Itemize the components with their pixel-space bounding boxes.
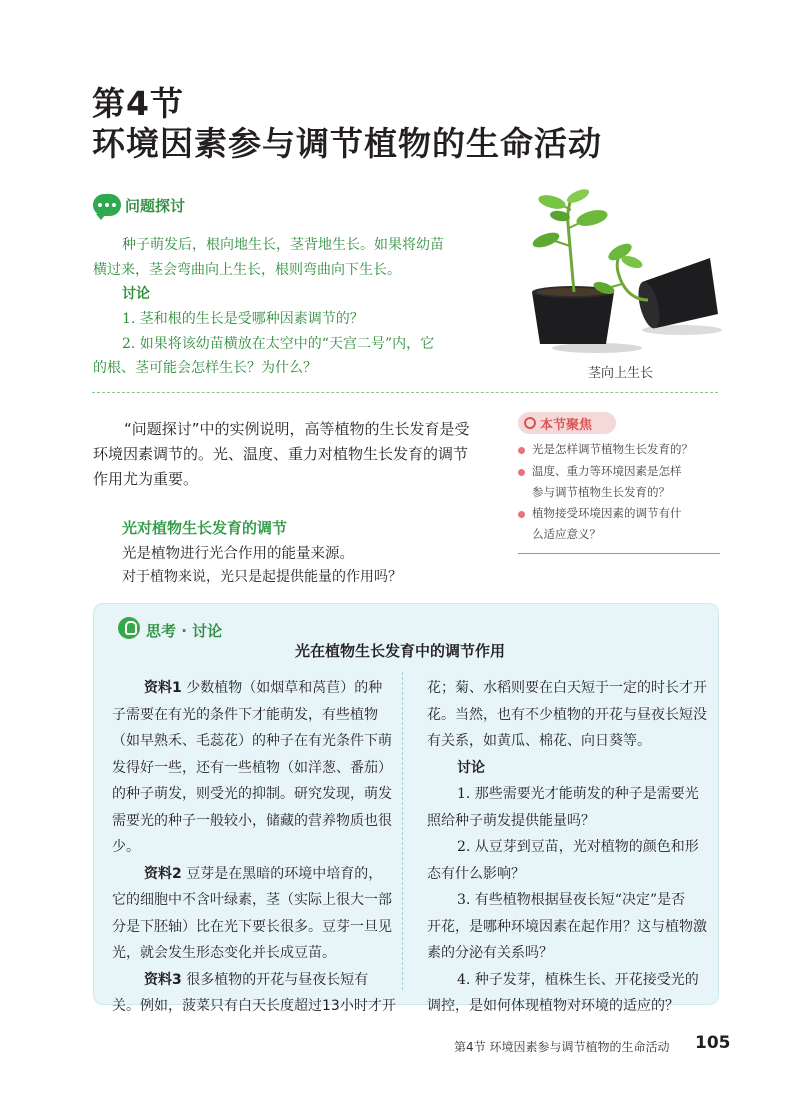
- think-title: 光在植物生长发育中的调节作用: [294, 642, 505, 660]
- discussion-question-cont: 态有什么影响？: [427, 865, 525, 882]
- problem-discussion-label: 讨论: [122, 286, 150, 302]
- discussion-question: 3. 有些植物根据昼夜长短“决定”是否: [457, 892, 686, 908]
- material-line: 花。当然，也有不少植物的开花与昼夜长短没: [427, 706, 707, 723]
- discussion-question-cont: 调控，是如何体现植物对环境的适应的？: [427, 998, 679, 1014]
- think-left-column: [112, 675, 396, 1020]
- material-line: 资料1 少数植物（如烟草和莴苣）的种: [144, 680, 383, 696]
- section-divider: [92, 392, 718, 393]
- focus-heading: 本节聚焦: [540, 418, 593, 433]
- think-right-column: [427, 675, 707, 1020]
- discussion-question: 1. 那些需要光才能萌发的种子是需要光: [457, 786, 699, 802]
- focus-item-cont: 么适应意义？: [532, 527, 601, 541]
- intro-line: 环境因素调节的。光、温度、重力对植物生长发育的调节: [93, 445, 469, 463]
- material-line: 它的细胞中不含叶绿素，茎（实际上很大一部: [112, 892, 392, 908]
- lightbulb-icon: [118, 617, 140, 639]
- material-line: 发得好一些，还有一些植物（如洋葱、番茄）: [112, 759, 392, 776]
- flower-icon: [524, 417, 536, 429]
- discussion-question-cont: 素的分泌有关系吗？: [427, 945, 553, 961]
- discussion-question: 4. 种子发芽，植株生长、开花接受光的: [457, 971, 699, 988]
- material-line: 子需要在有光的条件下才能萌发，有些植物: [112, 706, 378, 723]
- material-line: 光，就会发生形态变化并长成豆苗。: [112, 945, 336, 961]
- focus-item: 植物接受环境因素的调节有什: [532, 506, 682, 520]
- material-line: 少。: [112, 839, 140, 855]
- section-title: 环境因素参与调节植物的生命活动: [92, 124, 602, 163]
- discussion-bubble-icon: [93, 194, 121, 216]
- material-line: 的种子萌发，则受光的抑制。研究发现，萌发: [112, 786, 392, 802]
- focus-item: 温度、重力等环境因素是怎样: [532, 464, 682, 478]
- discussion-question: 2. 从豆芽到豆苗，光对植物的颜色和形: [457, 839, 699, 855]
- material-line: 分是下胚轴）比在光下要长很多。豆芽一旦见: [112, 918, 392, 935]
- light-section-question: 对于植物来说，光只是起提供能量的作用吗？: [122, 569, 402, 585]
- think-heading: 思考 · 讨论: [146, 622, 223, 640]
- light-section-line: 光是植物进行光合作用的能量来源。: [122, 546, 354, 562]
- page-number: 105: [695, 1033, 731, 1053]
- material-line: 资料2 豆芽是在黑暗的环境中培育的，: [144, 865, 383, 882]
- think-discussion-label: 讨论: [457, 759, 485, 776]
- problem-line: 种子萌发后，根向地生长，茎背地生长。如果将幼苗: [122, 237, 444, 253]
- light-section-heading: 光对植物生长发育的调节: [122, 519, 288, 537]
- material-line: 资料3 很多植物的开花与昼夜长短有: [144, 971, 369, 988]
- material-line: 需要光的种子一般较小，储藏的营养物质也很: [112, 812, 392, 829]
- focus-item-cont: 参与调节植物生长发育的？: [532, 485, 670, 499]
- discussion-question-cont: 照给种子萌发提供能量吗？: [427, 812, 595, 829]
- column-divider: [402, 672, 403, 990]
- problem-question-2-cont: 的根、茎可能会怎样生长？为什么？: [93, 360, 317, 376]
- focus-item: 光是怎样调节植物生长发育的？: [532, 442, 693, 456]
- discussion-question-cont: 开花，是哪种环境因素在起作用？这与植物激: [427, 918, 707, 935]
- running-footer: 第4节 环境因素参与调节植物的生命活动: [454, 1040, 670, 1054]
- problem-heading: 问题探讨: [125, 197, 186, 215]
- section-number: 第4节: [92, 84, 184, 123]
- material-line: 关。例如，菠菜只有白天长度超过13小时才开: [112, 998, 396, 1014]
- intro-line: “问题探讨”中的实例说明，高等植物的生长发育是受: [124, 420, 470, 438]
- seedling-photo: [522, 188, 722, 358]
- material-line: （如早熟禾、毛蕊花）的种子在有光条件下萌: [112, 733, 392, 749]
- material-line: 花；菊、水稻则要在白天短于一定的时长才开: [427, 680, 707, 696]
- problem-question-2: 2. 如果将该幼苗横放在太空中的“天宫二号”内，它: [122, 336, 435, 352]
- focus-heading-pill: [518, 412, 616, 434]
- problem-line: 横过来，茎会弯曲向上生长，根则弯曲向下生长。: [93, 262, 401, 278]
- bullet-icon: [518, 469, 525, 476]
- bullet-icon: [518, 511, 525, 518]
- bullet-icon: [518, 447, 525, 454]
- material-line: 有关系，如黄瓜、棉花、向日葵等。: [427, 733, 651, 749]
- problem-question-1: 1. 茎和根的生长是受哪种因素调节的？: [122, 311, 364, 327]
- intro-line: 作用尤为重要。: [93, 470, 199, 488]
- section-focus-box: [518, 412, 720, 554]
- photo-caption: 茎向上生长: [588, 366, 654, 381]
